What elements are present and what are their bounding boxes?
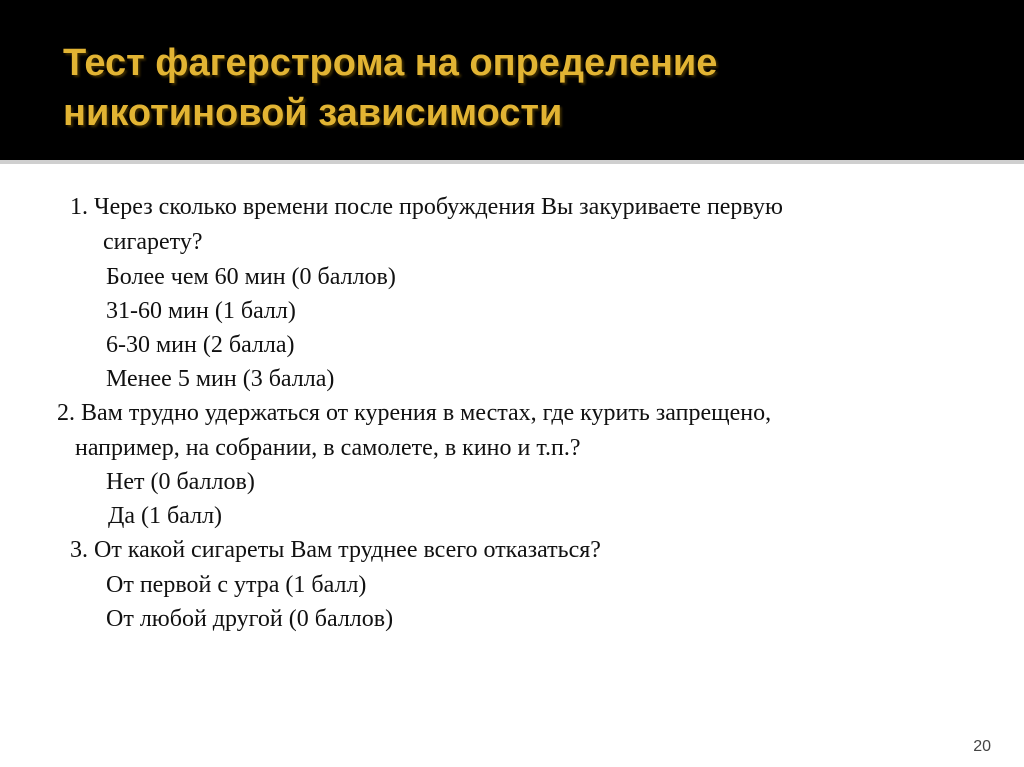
slide-title-line-1: Тест фагерстрома на определение: [63, 42, 718, 84]
question-3-text: 3. От какой сигареты Вам труднее всего отказаться?: [70, 537, 601, 563]
slide-title-line-2: никотиновой зависимости: [63, 92, 563, 134]
question-1-option: Более чем 60 мин (0 баллов): [106, 264, 396, 290]
question-1-text: 1. Через сколько времени после пробуждения Вы закуриваете первую: [70, 194, 783, 220]
question-2-option: Нет (0 баллов): [106, 469, 255, 495]
page-number: 20: [973, 738, 991, 755]
question-1-option: 31-60 мин (1 балл): [106, 298, 296, 324]
question-2-option: Да (1 балл): [108, 503, 223, 529]
question-1-option: 6-30 мин (2 балла): [106, 332, 295, 358]
question-1-text-continued: сигарету?: [103, 229, 203, 255]
question-2-text: 2. Вам трудно удержаться от курения в местах, где курить запрещено,: [57, 400, 772, 426]
question-3-option: От первой с утра (1 балл): [106, 572, 367, 598]
question-2-text-continued: например, на собрании, в самолете, в кино и т.п.?: [75, 435, 581, 461]
question-1-option: Менее 5 мин (3 балла): [106, 366, 335, 392]
question-3-option: От любой другой (0 баллов): [106, 606, 394, 632]
